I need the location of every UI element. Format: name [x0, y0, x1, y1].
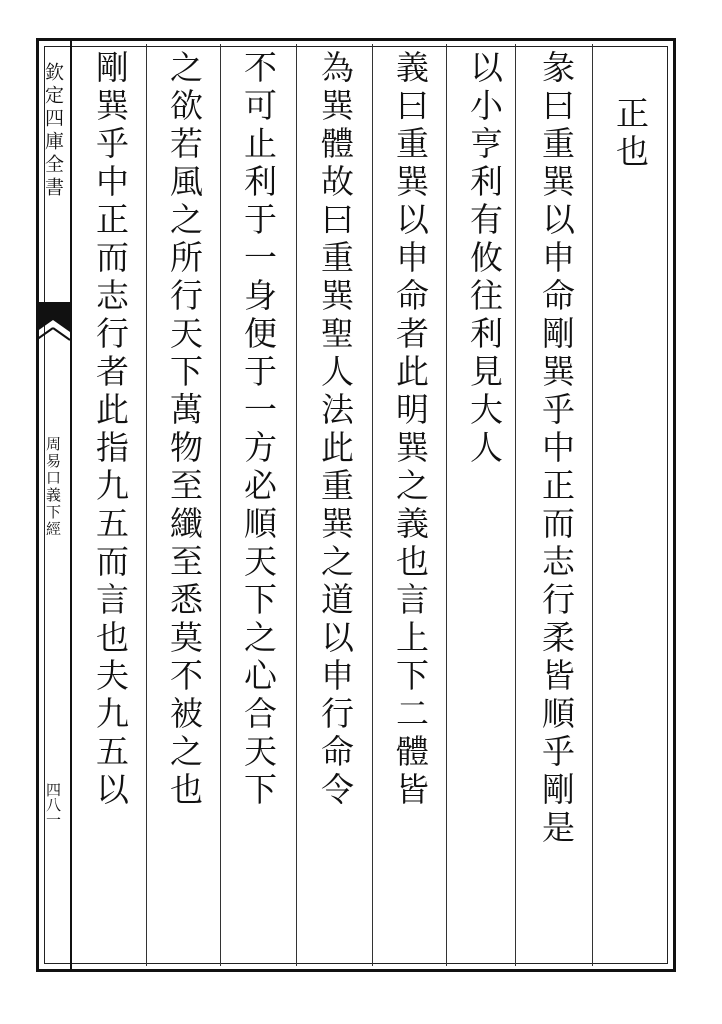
column-rule [592, 44, 593, 966]
text-column-1: 正也 [611, 96, 650, 172]
text-column-4: 義曰重巽以申命者此明巽之義也言上下二體皆 [391, 50, 430, 810]
page-number: 四八一 [44, 782, 62, 827]
column-rule [220, 44, 221, 966]
column-rule [515, 44, 516, 966]
column-rule [296, 44, 297, 966]
text-column-6: 不可止利于一身便于一方必順天下之心合天下 [239, 50, 278, 810]
fishtail-mark-icon [36, 302, 70, 354]
chapter-title: 周易口義下經 [44, 436, 62, 538]
text-column-8: 剛巽乎中正而志行者此指九五而言也夫九五以 [91, 50, 130, 810]
text-column-7: 之欲若風之所行天下萬物至纖至悉莫不被之也 [165, 50, 204, 810]
column-rule [446, 44, 447, 966]
book-title: 欽定四庫全書 [42, 62, 64, 200]
text-column-2: 彖曰重巽以申命剛巽乎中正而志行柔皆順乎剛是 [537, 50, 576, 848]
column-rule [372, 44, 373, 966]
text-column-5: 為巽體故曰重巽聖人法此重巽之道以申行命令 [316, 50, 355, 810]
text-column-3: 以小亨利有攸往利見大人 [465, 50, 504, 468]
column-rule [146, 44, 147, 966]
